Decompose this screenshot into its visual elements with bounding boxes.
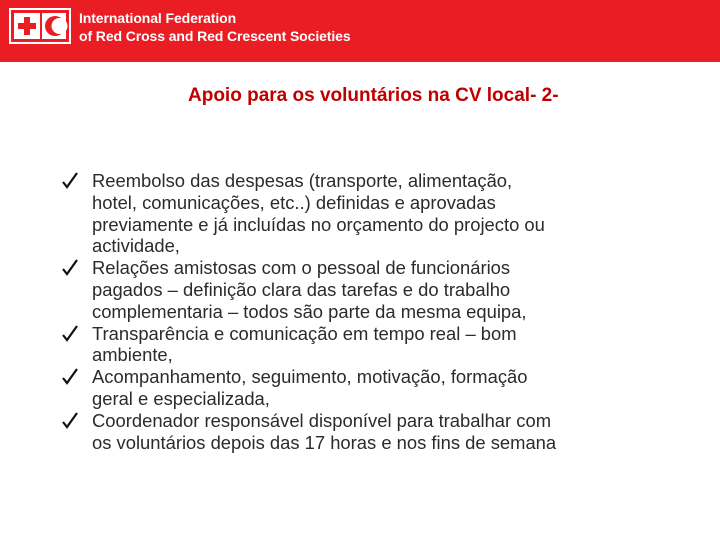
slide-title: Apoio para os voluntários na CV local- 2- <box>188 85 559 106</box>
org-name-line-2: of Red Cross and Red Crescent Societies <box>79 28 351 44</box>
bullet-item <box>62 366 712 410</box>
bullet-line: Relações amistosas com o pessoal de funcionários <box>92 257 511 279</box>
bullet-line: geral e especializada, <box>92 387 270 409</box>
bullet-line: complementaria – todos são parte da mesma equipa, <box>92 300 527 322</box>
bullet-line: Transparência e comunicação em tempo real – bom <box>92 322 517 344</box>
bullet-list <box>62 170 712 453</box>
checkmark-icon <box>62 170 78 191</box>
bullet-line: previamente e já incluídas no orçamento do projecto ou <box>92 213 545 235</box>
bullet-item <box>62 170 712 257</box>
header-banner <box>0 0 720 62</box>
bullet-line: Reembolso das despesas (transporte, alimentação, <box>92 170 513 191</box>
bullet-item <box>62 257 712 322</box>
bullet-line: pagados – definição clara das tarefas e do trabalho <box>92 278 511 300</box>
bullet-item <box>62 323 712 367</box>
checkmark-icon <box>62 257 78 278</box>
bullet-line: ambiente, <box>92 344 173 366</box>
checkmark-icon <box>62 410 78 431</box>
bullet-line: Acompanhamento, seguimento, motivação, formação <box>92 366 528 388</box>
bullet-line: Coordenador responsável disponível para trabalhar com <box>92 409 552 431</box>
bullet-line: actividade, <box>92 235 180 257</box>
bullet-item <box>62 410 712 454</box>
red-cross-crescent-logo-icon <box>9 8 71 44</box>
bullet-line: os voluntários depois das 17 horas e nos fins de semana <box>92 431 557 453</box>
org-name-line-1: International Federation <box>79 10 237 26</box>
organization-name <box>79 9 351 45</box>
checkmark-icon <box>62 323 78 344</box>
checkmark-icon <box>62 366 78 387</box>
bullet-line: hotel, comunicações, etc..) definidas e aprovadas <box>92 191 496 213</box>
